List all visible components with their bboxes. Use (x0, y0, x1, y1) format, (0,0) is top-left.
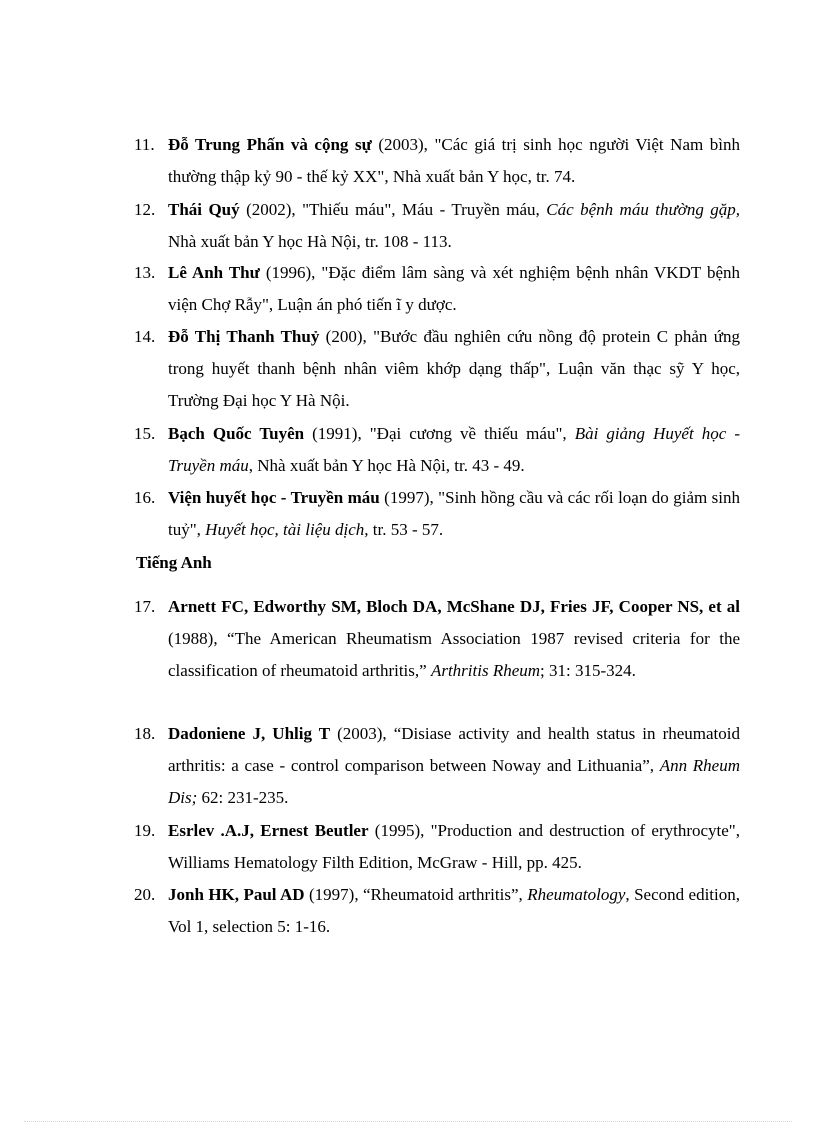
reference-authors: Đỗ Trung Phấn và cộng sự (168, 135, 372, 154)
reference-number: 12. (134, 200, 156, 219)
reference-details: , Second edition, Vol 1, selection 5: 1-16. (168, 885, 741, 936)
reference-details: 62: 231-235. (197, 788, 289, 807)
reference-authors: Đỗ Thị Thanh Thuỷ (168, 327, 320, 346)
reference-details: (1991), "Đại cương về thiếu máu", (304, 424, 575, 443)
reference-text (168, 482, 740, 546)
reference-details: (200), "Bước đầu nghiên cứu nồng độ protein C phản ứng trong huyết thanh bệnh nhân viêm khớp dạng thấp", Luận văn thạc sỹ Y học, Trường Đại học Y Hà Nội. (168, 327, 740, 410)
reference-details: (1988), “The American Rheumatism Association 1987 revised criteria for the classification of rheumatoid arthritis,” (168, 629, 740, 680)
reference-authors: Esrlev .A.J, Ernest Beutler (168, 821, 369, 840)
reference-details: Nhà xuất bản Y học Hà Nội, tr. 108 - 113. (168, 232, 452, 251)
reference-text (168, 591, 740, 687)
section-heading: Tiếng Anh (136, 553, 212, 572)
reference-source: Huyết học, tài liệu dịch, (205, 520, 369, 539)
reference-number: 15. (134, 424, 156, 443)
page-bottom-divider (24, 1121, 792, 1122)
reference-authors: Bạch Quốc Tuyên (168, 424, 305, 443)
reference-details: (2002), "Thiếu máu", Máu - Truyền máu, (239, 200, 547, 219)
reference-item (134, 718, 740, 814)
reference-item (134, 129, 740, 193)
reference-source: Rheumatology (527, 885, 626, 904)
reference-text (168, 321, 740, 417)
reference-details: (1996), "Đặc điểm lâm sàng và xét nghiệm bệnh nhân VKDT bệnh viện Chợ Rẫy", Luận án phó tiến ĩ y dược. (168, 263, 740, 314)
reference-text (168, 257, 740, 321)
reference-details: (2003), "Các giá trị sinh học người Việt Nam bình thường thập kỷ 90 - thế kỷ XX", Nhà xuất bản Y học, tr. 74. (168, 135, 740, 186)
reference-text (168, 418, 740, 482)
reference-number: 17. (134, 597, 156, 616)
reference-source: Bài giảng Huyết học - Truyền máu (168, 424, 740, 475)
reference-number: 11. (134, 135, 155, 154)
reference-source: Arthritis Rheum (430, 661, 541, 680)
reference-details: (2003), “Disiase activity and health status in rheumatoid arthritis: a case - control comparison between Noway and Lithuania”, (168, 724, 740, 775)
reference-details: (1997), “Rheumatoid arthritis”, (304, 885, 528, 904)
reference-text (168, 879, 740, 943)
reference-details: tr. 53 - 57. (368, 520, 444, 539)
reference-authors: Lê Anh Thư (168, 263, 260, 282)
reference-authors: Arnett FC, Edworthy SM, Bloch DA, McShane DJ, Fries JF, Cooper NS, et al (168, 597, 740, 616)
reference-item (134, 815, 740, 879)
reference-item (134, 591, 740, 687)
reference-authors: Jonh HK, Paul AD (168, 885, 305, 904)
reference-number: 18. (134, 724, 156, 743)
reference-number: 13. (134, 263, 156, 282)
reference-authors: Dadoniene J, Uhlig T (168, 724, 331, 743)
reference-text (168, 815, 740, 879)
reference-details: , Nhà xuất bản Y học Hà Nội, tr. 43 - 49. (248, 456, 525, 475)
reference-source: Ann Rheum Dis; (168, 756, 741, 807)
reference-item (134, 482, 740, 546)
reference-item (134, 257, 740, 321)
reference-text (168, 718, 740, 814)
reference-number: 20. (134, 885, 156, 904)
reference-text (168, 129, 740, 193)
reference-number: 16. (134, 488, 156, 507)
reference-authors: Viện huyết học - Truyền máu (168, 488, 380, 507)
reference-item (134, 194, 740, 258)
reference-item (134, 879, 740, 943)
reference-number: 14. (134, 327, 156, 346)
reference-number: 19. (134, 821, 156, 840)
reference-details: (1997), "Sinh hồng cầu và các rối loạn do giảm sinh tuỷ", (168, 488, 740, 539)
reference-details: (1995), "Production and destruction of erythrocyte", Williams Hematology Filth Edition, McGraw - Hill, pp. 425. (168, 821, 740, 872)
reference-details: ; 31: 315-324. (540, 661, 636, 680)
reference-text (168, 194, 740, 258)
reference-source: Các bệnh máu thường gặp, (546, 200, 741, 219)
reference-item (134, 321, 740, 417)
reference-authors: Thái Quý (168, 200, 240, 219)
reference-item (134, 418, 740, 482)
